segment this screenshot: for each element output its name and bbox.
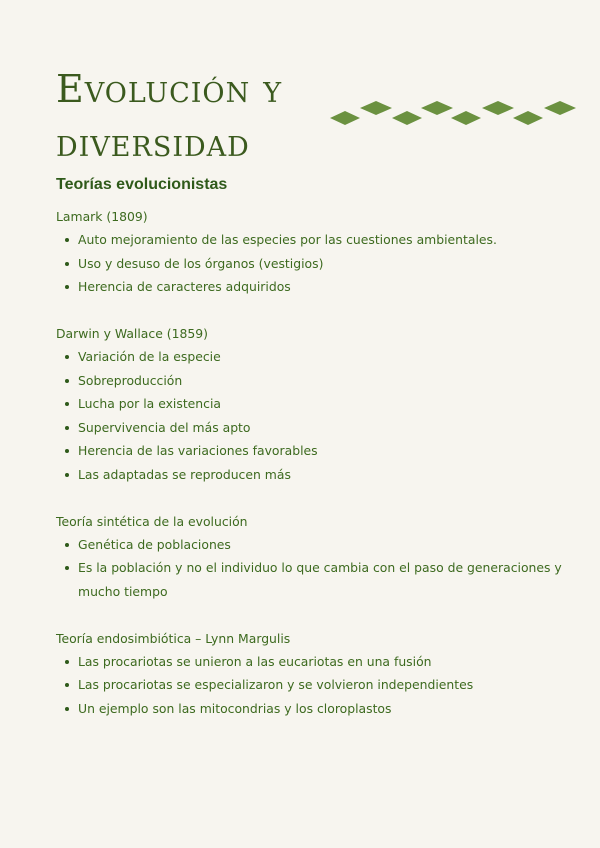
diamond-shape [482,101,514,115]
theory-group-darwin [56,322,576,486]
list-item: Las procariotas se unieron a las eucariotas en una fusión [78,650,576,674]
theories-content [56,205,576,720]
section-heading: Teorías evolucionistas [56,176,228,193]
list-item: Lucha por la existencia [78,392,576,416]
theory-group-synthetic [56,510,576,604]
diamond-shape [330,111,360,125]
list-item: Variación de la especie [78,345,576,369]
list-item: Supervivencia del más apto [78,416,576,440]
group-title: Lamark (1809) [56,209,148,224]
list-item: Herencia de las variaciones favorables [78,439,576,463]
list-item: Un ejemplo son las mitocondrias y los cloroplastos [78,697,576,721]
diamond-shape [421,101,453,115]
bullet-list [56,533,576,604]
diamond-shape [544,101,576,115]
group-title: Teoría endosimbiótica – Lynn Margulis [56,630,291,646]
list-item: Es la población y no el individuo lo que cambia con el paso de generaciones y mucho tiempo [78,556,576,603]
title-line-2: diversidad [56,121,250,165]
list-item: Sobreproducción [78,369,576,393]
list-item: Las procariotas se especializaron y se volvieron independientes [78,673,576,697]
list-item: Las adaptadas se reproducen más [78,463,576,487]
diamond-shape [360,101,392,115]
group-title: Teoría sintética de la evolución [56,513,248,529]
bullet-list [56,228,576,299]
list-item: Herencia de caracteres adquiridos [78,275,576,299]
theory-group-endosymbiotic [56,627,576,721]
list-item: Auto mejoramiento de las especies por las cuestiones ambientales. [78,228,576,252]
bullet-list [56,650,576,721]
theory-group-lamark [56,205,576,299]
title-line-1: Evolución y [56,67,283,111]
decorative-diamonds [326,95,578,131]
bullet-list [56,345,576,486]
list-item: Uso y desuso de los órganos (vestigios) [78,252,576,276]
diamond-shape [513,111,543,125]
diamond-shape [451,111,481,125]
list-item: Genética de poblaciones [78,533,576,557]
group-title: Darwin y Wallace (1859) [56,326,208,341]
diamond-shape [392,111,422,125]
page-title [56,62,282,170]
